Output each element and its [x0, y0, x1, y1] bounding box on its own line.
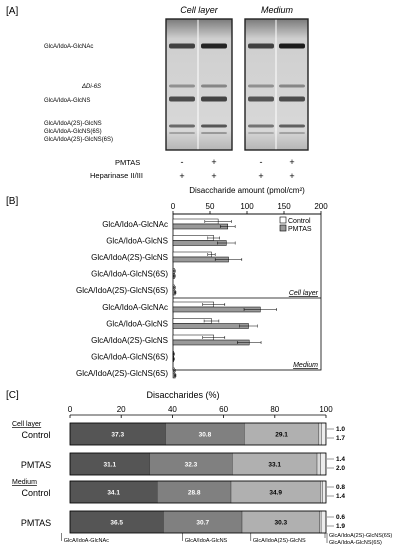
small-segment-value: 1.7	[336, 435, 346, 442]
panel-b-x-axis	[171, 202, 328, 214]
gel-band	[279, 97, 305, 102]
category-label: GlcA/IdoA(2S)-GlcNS(6S)	[75, 286, 168, 295]
gel-band	[248, 125, 274, 128]
band-label-glcnac: GlcA/IdoA-GlcNAc	[44, 44, 94, 50]
x-tick-label: 100	[240, 202, 254, 211]
stack-segment	[321, 511, 326, 533]
pmtas-sign: -	[259, 157, 263, 167]
panel-c-title: Disaccharides (%)	[146, 390, 220, 400]
x-tick-label: 40	[167, 405, 177, 414]
segment-value-label: 30.3	[274, 519, 288, 527]
segment-value-label: 34.9	[269, 489, 283, 497]
group-label-medium: Medium	[293, 362, 318, 369]
band-label-glcns-6s: GlcA/IdoA-GlcNS(6S)	[44, 129, 102, 135]
gel-band	[248, 97, 274, 102]
category-label: GlcA/IdoA-GlcNAc	[102, 220, 168, 229]
gel-band	[248, 132, 274, 134]
category-label: GlcA/IdoA-GlcNS	[106, 319, 168, 329]
gel-band	[169, 125, 195, 128]
category-label: GlcA/IdoA-GlcNS(6S)	[91, 352, 168, 362]
stack-segment	[322, 481, 326, 503]
band-label-2s-glcns-6s: GlcA/IdoA(2S)-GlcNS(6S)	[44, 137, 114, 143]
stack-segment	[320, 481, 322, 503]
medium-title: Medium	[260, 5, 294, 15]
group-label-cell-layer-c: Cell layer	[12, 421, 42, 428]
stack-segment	[321, 453, 326, 475]
gel-band	[169, 132, 195, 134]
stack-segment	[320, 511, 322, 533]
category-label: GlcA/IdoA(2S)-GlcNS	[91, 336, 168, 345]
pmtas-sign: +	[289, 157, 295, 167]
panel-b-legend	[280, 217, 312, 233]
x-tick-label: 100	[319, 405, 333, 414]
panel-c-rows	[21, 423, 346, 533]
cell-layer-title: Cell layer	[180, 5, 218, 15]
pmtas-sign: +	[211, 157, 217, 167]
gel-band	[169, 97, 195, 102]
segment-value-label: 31.1	[103, 461, 117, 469]
stack-segment	[319, 423, 322, 445]
small-segment-value: 1.0	[336, 426, 346, 433]
heparinase-sign: +	[179, 171, 185, 181]
legend-label-pmtas: PMTAS	[288, 226, 312, 233]
row-label: PMTAS	[20, 460, 52, 470]
gel-band	[201, 44, 227, 49]
bar-pmtas	[173, 324, 248, 329]
band-labels	[44, 44, 113, 143]
small-segment-value: 1.4	[336, 456, 346, 463]
segment-legend-label: GlcA/IdoA(2S)-GlcNS(6S)	[329, 533, 393, 539]
small-segment-value: 0.6	[336, 514, 346, 521]
small-segment-value: 0.8	[336, 484, 346, 491]
gel-band	[201, 97, 227, 102]
band-label-glcns: GlcA/IdoA-GlcNS	[44, 98, 91, 104]
x-tick-label: 0	[170, 202, 176, 211]
bar-pmtas	[173, 224, 228, 229]
segment-legend-label: GlcA/IdoA-GlcNAc	[63, 538, 109, 544]
segment-value-label: 33.1	[268, 461, 282, 469]
segment-value-label: 32.3	[184, 461, 198, 469]
x-tick-label: 0	[67, 405, 73, 414]
gel-band	[201, 85, 227, 88]
stack-segment	[317, 453, 321, 475]
segment-value-label: 36.5	[110, 519, 124, 527]
heparinase-sign: +	[258, 171, 264, 181]
band-label-ddi6s: ΔDi-6S	[82, 84, 102, 90]
heparinase-row-label: Heparinase II/III	[90, 171, 143, 180]
category-label: GlcA/IdoA(2S)-GlcNS	[91, 253, 168, 262]
gel-band	[279, 132, 305, 134]
segment-value-label: 30.7	[196, 519, 210, 527]
stack-segment	[321, 423, 325, 445]
legend-label-control: Control	[288, 218, 311, 225]
segment-value-label: 37.3	[111, 431, 125, 439]
x-tick-label: 60	[219, 405, 229, 414]
heparinase-sign: +	[211, 171, 217, 181]
x-tick-label: 20	[116, 405, 126, 414]
segment-value-label: 30.8	[198, 431, 212, 439]
panel-c-x-axis	[68, 405, 333, 418]
segment-value-label: 29.1	[275, 431, 288, 439]
segment-legend-label: GlcA/IdoA(2S)-GlcNS	[252, 538, 306, 544]
panel-c-label: [C]	[6, 390, 19, 401]
category-label: GlcA/IdoA(2S)-GlcNS(6S)	[75, 369, 168, 378]
segment-legend-label: GlcA/IdoA-GlcNS	[184, 538, 228, 544]
row-label: Control	[21, 488, 51, 498]
panel-b-label: [B]	[6, 196, 19, 207]
band-label-2s-glcns: GlcA/IdoA(2S)-GlcNS	[44, 121, 102, 127]
row-label: Control	[21, 430, 51, 440]
category-label: GlcA/IdoA-GlcNAc	[102, 303, 168, 312]
small-segment-value: 1.4	[336, 493, 346, 500]
gel-band	[169, 85, 195, 88]
panel-c	[6, 390, 392, 546]
x-tick-label: 150	[277, 202, 291, 211]
gel-band	[201, 125, 227, 128]
group-label-cell-layer: Cell layer	[288, 290, 318, 297]
panel-b-bars	[173, 219, 277, 378]
gel-band	[279, 44, 305, 49]
gel-band	[201, 132, 227, 134]
pmtas-signs	[181, 157, 295, 167]
x-tick-label: 50	[205, 202, 215, 211]
panel-a	[6, 5, 308, 181]
small-segment-value: 1.9	[336, 523, 346, 530]
bar-control	[173, 252, 211, 257]
segment-value-label: 28.8	[187, 489, 201, 497]
heparinase-signs	[179, 171, 294, 181]
panel-c-segment-legend	[62, 533, 393, 546]
gel-band	[248, 85, 274, 88]
x-tick-label: 200	[314, 202, 328, 211]
category-label: GlcA/IdoA-GlcNS(6S)	[91, 269, 168, 279]
legend-swatch-control	[280, 217, 286, 223]
segment-value-label: 34.1	[107, 489, 120, 497]
gel-band	[169, 44, 195, 49]
segment-legend-label: GlcA/IdoA-GlcNS(6S)	[329, 540, 382, 546]
panel-b-category-labels	[76, 220, 168, 378]
gel-band	[248, 44, 274, 49]
small-segment-value: 2.0	[336, 465, 346, 472]
category-label: GlcA/IdoA-GlcNS	[106, 236, 168, 246]
panel-b	[6, 186, 328, 378]
panel-b-title: Disaccharide amount (pmol/cm²)	[189, 186, 305, 195]
gel-band	[279, 85, 305, 88]
pmtas-sign: -	[180, 157, 184, 167]
x-tick-label: 80	[270, 405, 280, 414]
legend-swatch-pmtas	[280, 225, 286, 231]
row-label: PMTAS	[20, 518, 52, 528]
pmtas-row-label: PMTAS	[115, 158, 141, 167]
panel-a-label: [A]	[6, 6, 19, 17]
heparinase-sign: +	[289, 171, 295, 181]
group-label-medium-c: Medium	[12, 479, 37, 486]
gel-band	[279, 125, 305, 128]
